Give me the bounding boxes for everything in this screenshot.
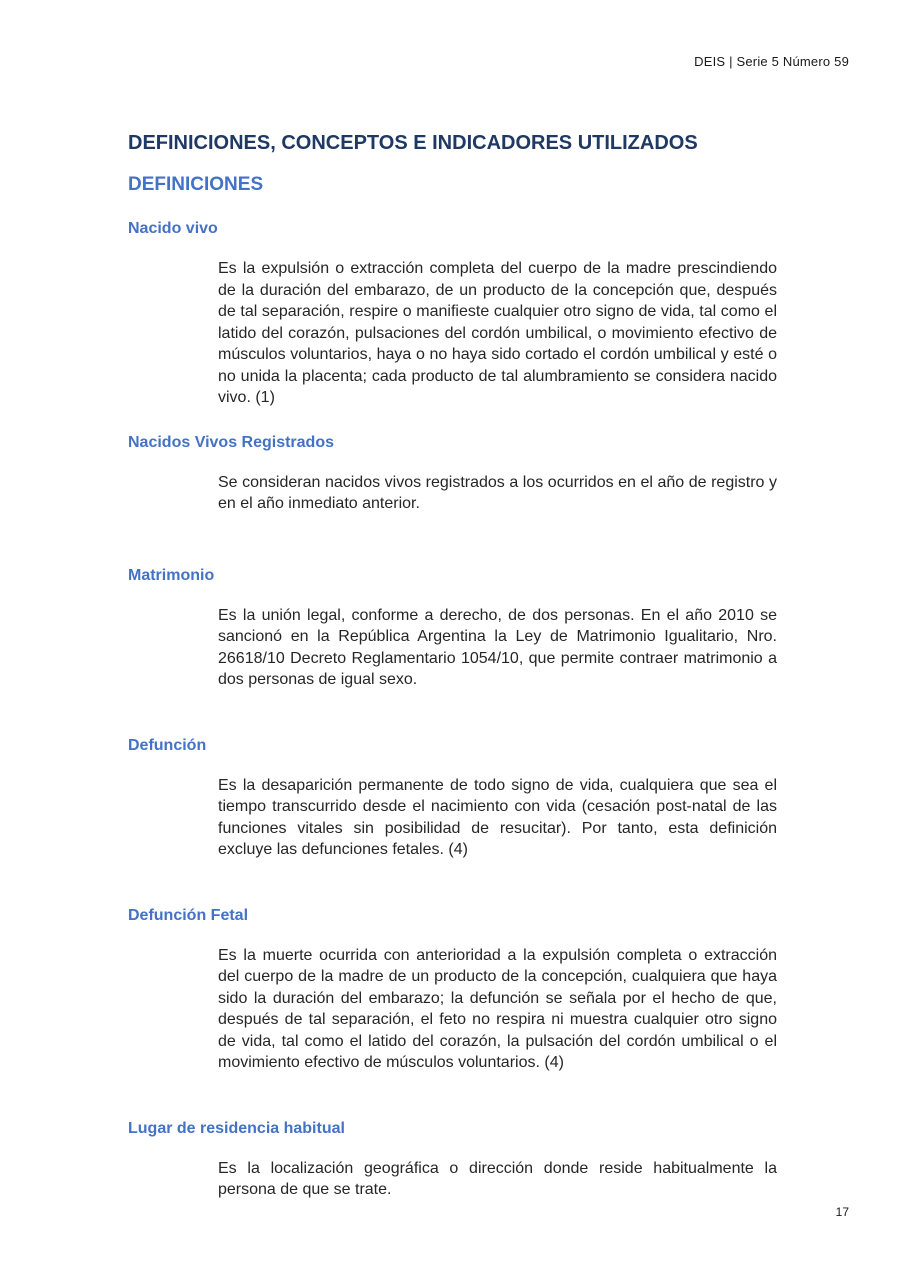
document-title: DEFINICIONES, CONCEPTOS E INDICADORES UTILIZADOS: [128, 132, 698, 154]
document-subtitle: DEFINICIONES: [128, 174, 264, 195]
section-heading: Nacido vivo: [128, 220, 218, 237]
section-heading: Matrimonio: [128, 566, 215, 584]
page-header: DEIS | Serie 5 Número 59: [694, 54, 849, 69]
section-heading: Defunción: [128, 736, 207, 754]
section-nacido-vivo: [128, 218, 778, 409]
section-body: Es la expulsión o extracción completa del cuerpo de la madre prescindiendo de la duración del embarazo, de un producto de la concepción que, después de tal separación, respire o manifieste cualquier otro signo de vida, tal como el latido del corazón, pulsaciones del cordón umbilical, o movimiento efectivo de músculos voluntarios, haya o no haya sido cortado el cordón umbilical y esté o no unida la placenta; cada producto de tal alumbramiento se considera nacido vivo. (1): [218, 260, 777, 406]
section-defuncion: [128, 735, 778, 861]
page-number: 17: [835, 1205, 849, 1219]
section-matrimonio: [128, 565, 778, 691]
section-heading: Defunción Fetal: [128, 906, 249, 924]
section-nacidos-vivos-registrados: [128, 432, 778, 515]
page-content: [128, 130, 778, 1201]
section-lugar-de-residencia-habitual: [128, 1118, 778, 1201]
section-body: Es la unión legal, conforme a derecho, de dos personas. En el año 2010 se sancionó en la República Argentina la Ley de Matrimonio Igualitario, Nro. 26618/10 Decreto Reglamentario 1054/10, que permite contraer matrimonio a dos personas de igual sexo.: [218, 606, 777, 688]
section-body: Es la localización geográfica o dirección donde reside habitualmente la persona de que se trate.: [218, 1159, 777, 1198]
section-defuncion-fetal: [128, 905, 778, 1074]
section-body: Es la muerte ocurrida con anterioridad a la expulsión completa o extracción del cuerpo de la madre de un producto de la concepción, cualquiera que haya sido la duración del embarazo; la defunción se señala por el hecho de que, después de tal separación, el feto no respira ni muestra cualquier otro signo de vida, tal como el latido del corazón, la pulsación del cordón umbilical o el movimiento efectivo de músculos voluntarios. (4): [218, 946, 777, 1071]
section-body: Se consideran nacidos vivos registrados a los ocurridos en el año de registro y en el año inmediato anterior.: [218, 473, 777, 512]
section-heading: Nacidos Vivos Registrados: [128, 433, 334, 451]
section-heading: Lugar de residencia habitual: [128, 1119, 345, 1137]
section-body: Es la desaparición permanente de todo signo de vida, cualquiera que sea el tiempo transcurrido desde el nacimiento con vida (cesación post-natal de las funciones vitales sin posibilidad de resucitar). Por tanto, esta definición excluye las defunciones fetales. (4): [218, 776, 777, 858]
